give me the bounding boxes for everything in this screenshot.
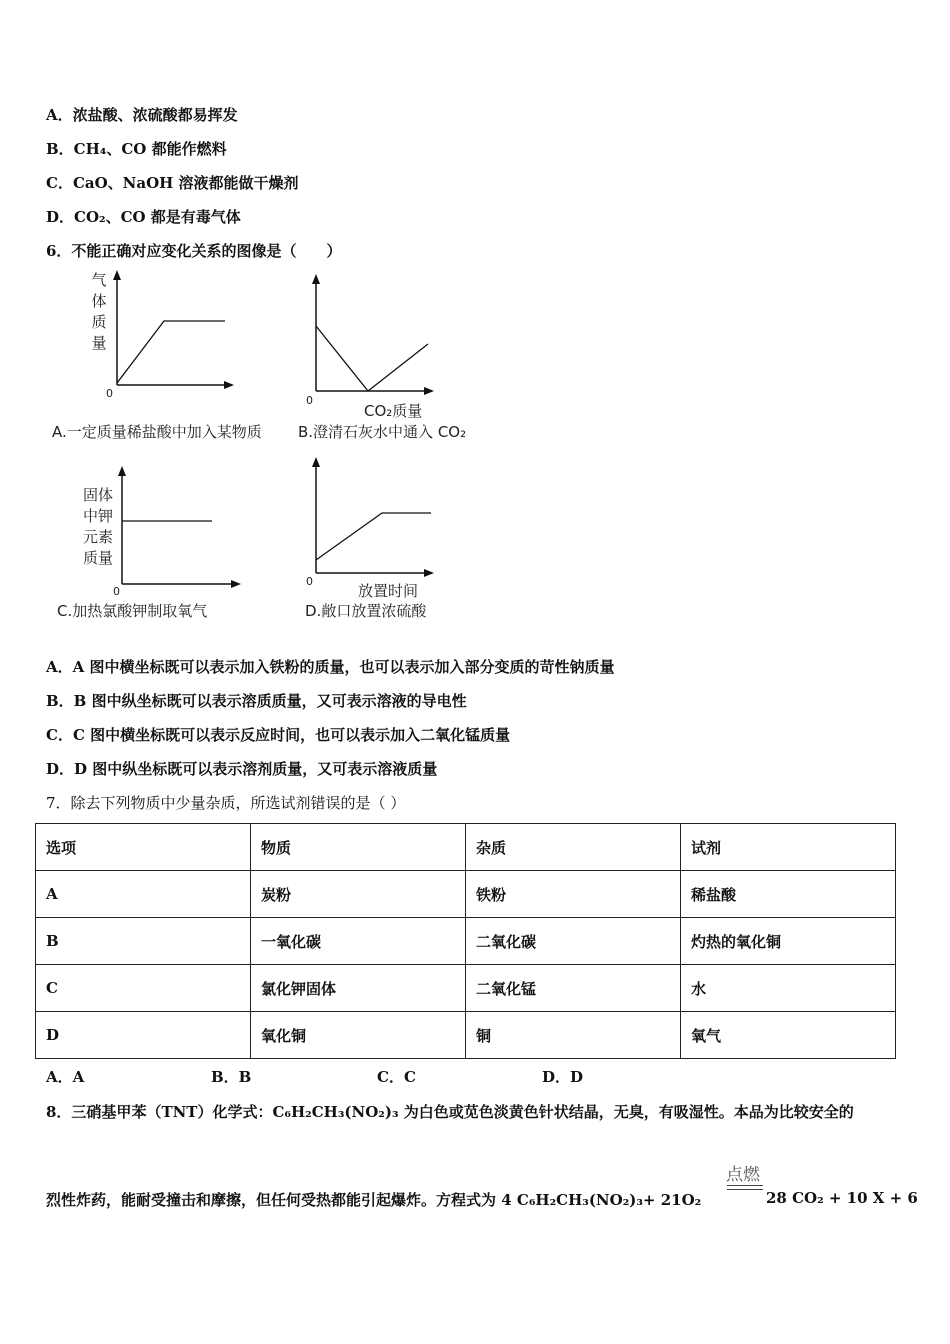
- graph-d-curve: [316, 513, 431, 560]
- q5-option-d: D．CO₂、CO 都是有毒气体: [46, 208, 241, 226]
- table-header-cell: 杂质: [466, 824, 681, 871]
- graph-c-caption: C.加热氯酸钾制取氧气: [57, 602, 208, 620]
- graph-c-y-arrow: [118, 466, 126, 476]
- table-row: [36, 965, 896, 1012]
- q7-stem: 7．除去下列物质中少量杂质，所选试剂错误的是（ ）: [46, 794, 406, 812]
- graph-a-caption: A.一定质量稀盐酸中加入某物质: [52, 423, 262, 441]
- q7-option-c: C．C: [377, 1068, 416, 1086]
- table-cell: C: [36, 965, 251, 1012]
- table-cell: 氯化钾固体: [251, 965, 466, 1012]
- table-cell: 铜: [466, 1012, 681, 1059]
- q7-option-b: B．B: [211, 1068, 252, 1086]
- q6-option-a: A．A 图中横坐标既可以表示加入铁粉的质量，也可以表示加入部分变质的苛性钠质量: [46, 658, 615, 676]
- graph-d-y-arrow: [312, 457, 320, 467]
- table-header-cell: 选项: [36, 824, 251, 871]
- q7-option-d: D．D: [542, 1068, 584, 1086]
- graph-c-x-arrow: [231, 580, 241, 588]
- q8-line-1: 8．三硝基甲苯（TNT）化学式：C₆H₂CH₃(NO₂)₃ 为白色或苋色淡黄色针状结晶，无臭，有吸湿性。本品为比较安全的: [46, 1103, 854, 1121]
- graph-d-xlabel: 放置时间: [358, 582, 419, 600]
- table-cell: 二氧化锰: [466, 965, 681, 1012]
- graph-b-caption: B.澄清石灰水中通入 CO₂: [298, 423, 467, 441]
- graph-a-curve: [117, 321, 225, 383]
- equation-equals-bar-bottom: [727, 1189, 763, 1190]
- table-cell: 氧气: [681, 1012, 896, 1059]
- graph-b: [300, 270, 450, 400]
- table-row: [36, 1012, 896, 1059]
- graph-a: [100, 270, 250, 400]
- graph-d-caption: D.敞口放置浓硫酸: [305, 602, 427, 620]
- table-cell: D: [36, 1012, 251, 1059]
- table-cell: 二氧化碳: [466, 918, 681, 965]
- q6-option-c: C．C 图中横坐标既可以表示反应时间，也可以表示加入二氧化锰质量: [46, 726, 511, 744]
- q6-option-d: D．D 图中纵坐标既可以表示溶剂质量，又可表示溶液质量: [46, 760, 438, 778]
- table-cell: 灼热的氧化铜: [681, 918, 896, 965]
- table-header-row: [36, 824, 896, 871]
- graph-b-xlabel: CO₂质量: [364, 402, 423, 420]
- graph-c-ylabel: 固体 中钾 元素 质量: [82, 486, 113, 567]
- graph-a-ylabel: 气 体 质 量: [91, 271, 107, 352]
- q5-option-b: B．CH₄、CO 都能作燃料: [46, 140, 227, 158]
- q5-option-a: A．浓盐酸、浓硫酸都易挥发: [46, 106, 238, 124]
- graph-b-curve: [316, 326, 428, 391]
- graph-a-origin: 0: [106, 387, 113, 400]
- q6-option-b: B．B 图中纵坐标既可以表示溶质质量，又可表示溶液的导电性: [46, 692, 467, 710]
- table-row: [36, 918, 896, 965]
- graph-a-x-arrow: [224, 381, 234, 389]
- q7-table: [35, 823, 896, 1059]
- graph-d: [300, 455, 450, 585]
- table-cell: B: [36, 918, 251, 965]
- q8-line-2: 烈性炸药，能耐受撞击和摩擦，但任何受热都能引起爆炸。方程式为 4 C₆H₂CH₃(NO₂)₃+ 21O₂: [46, 1191, 702, 1209]
- equation-equals-bar-top: [727, 1185, 763, 1186]
- table-cell: 稀盐酸: [681, 871, 896, 918]
- graph-d-origin: 0: [306, 575, 313, 588]
- graph-c-origin: 0: [113, 585, 120, 598]
- table-cell: 铁粉: [466, 871, 681, 918]
- graph-b-y-arrow: [312, 274, 320, 284]
- q5-option-c: C．CaO、NaOH 溶液都能做干燥剂: [46, 174, 299, 192]
- graph-c: [105, 460, 255, 590]
- table-cell: 氧化铜: [251, 1012, 466, 1059]
- q7-option-a: A．A: [46, 1068, 85, 1086]
- table-cell: 炭粉: [251, 871, 466, 918]
- graph-a-y-arrow: [113, 270, 121, 280]
- table-cell: 水: [681, 965, 896, 1012]
- reaction-condition: 点燃: [726, 1165, 760, 1185]
- graph-b-origin: 0: [306, 394, 313, 407]
- q6-stem: 6．不能正确对应变化关系的图像是（ ）: [46, 242, 342, 260]
- table-header-cell: 物质: [251, 824, 466, 871]
- table-row: [36, 871, 896, 918]
- graph-d-x-arrow: [424, 569, 434, 577]
- q8-line-2-products: 28 CO₂ + 10 X + 6: [766, 1189, 918, 1207]
- table-cell: 一氧化碳: [251, 918, 466, 965]
- graph-b-x-arrow: [424, 387, 434, 395]
- table-cell: A: [36, 871, 251, 918]
- table-header-cell: 试剂: [681, 824, 896, 871]
